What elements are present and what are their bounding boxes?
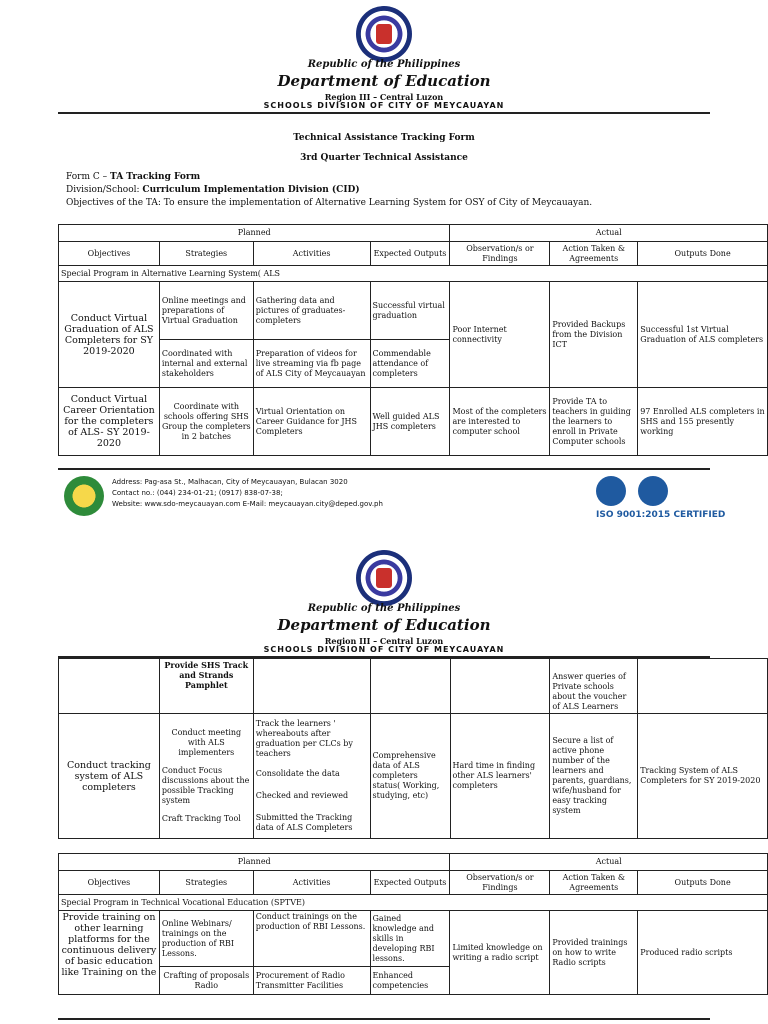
strategy-cell: Crafting of proposals Radio xyxy=(159,967,253,995)
footer-address: Address: Pag-asa St., Malhacan, City of Meycauayan, Bulacan 3020 xyxy=(112,478,348,486)
output-done-cell: 97 Enrolled ALS completers in SHS and 155 presently working xyxy=(638,388,768,456)
expected-outputs-header: Expected Outputs xyxy=(370,871,450,895)
strategy-cell: Online meetings and preparations of Virtual Graduation xyxy=(159,282,253,340)
form-title: Technical Assistance Tracking Form xyxy=(293,133,475,143)
action-taken-header: Action Taken & Agreements xyxy=(550,871,638,895)
division-logo-icon xyxy=(64,476,104,516)
planned-header: Planned xyxy=(59,854,450,871)
strategy-cell: Coordinate with schools offering SHS Group the completers in 2 batches xyxy=(159,388,253,456)
division-value: Curriculum Implementation Division (CID) xyxy=(142,185,360,195)
deped-seal-icon xyxy=(356,550,412,606)
footer-rule xyxy=(58,468,710,470)
department-heading: Department of Education xyxy=(277,72,491,90)
header-rule xyxy=(58,112,710,114)
action-cell: Answer queries of Private schools about the voucher of ALS Learners xyxy=(550,659,638,714)
strategy-item: Conduct meeting with ALS implementers xyxy=(171,728,242,757)
deped-seal-icon xyxy=(356,6,412,62)
expected-output-cell xyxy=(370,659,450,714)
form-name: TA Tracking Form xyxy=(109,172,201,182)
activity-item: Track the learners ' whereabouts after graduation per CLCs by teachers xyxy=(255,719,353,758)
action-taken-header: Action Taken & Agreements xyxy=(550,242,638,266)
strategy-item: Craft Tracking Tool xyxy=(161,814,241,823)
activity-cell: Virtual Orientation on Career Guidance for JHS Completers xyxy=(253,388,370,456)
output-done-cell xyxy=(638,659,768,714)
ta-table-2 xyxy=(58,853,768,995)
action-cell: Provided Backups from the Division ICT xyxy=(550,282,638,388)
activity-item: Checked and reviewed xyxy=(255,791,349,800)
expected-output-cell: Comprehensive data of ALS completers status( Working, studying, etc) xyxy=(370,714,450,839)
objectives-line: Objectives of the TA: To ensure the implementation of Alternative Learning System for OSY of City of Meycauayan. xyxy=(66,198,593,208)
program-row: Special Program in Technical Vocational Education (SPTVE) xyxy=(59,895,768,911)
activity-cell xyxy=(253,659,370,714)
division-heading: SCHOOLS DIVISION OF CITY OF MEYCAUAYAN xyxy=(263,101,505,110)
expected-output-cell: Successful virtual graduation xyxy=(370,282,450,340)
ta-table-1 xyxy=(58,224,768,456)
activity-cell: Gathering data and pictures of graduates-completers xyxy=(253,282,370,340)
division-line xyxy=(66,185,360,196)
strategy-cell xyxy=(159,714,253,839)
observation-cell: Poor Internet connectivity xyxy=(450,282,550,388)
tuv-badge-icon xyxy=(638,476,668,506)
form-quarter: 3rd Quarter Technical Assistance xyxy=(300,153,468,163)
strategies-header: Strategies xyxy=(159,242,253,266)
activity-item: Submitted the Tracking data of ALS Completers xyxy=(255,813,353,832)
footer-website: Website: www.sdo-meycauayan.com E-Mail: meycauayan.city@deped.gov.ph xyxy=(112,500,383,508)
activities-header: Activities xyxy=(253,242,370,266)
republic-heading: Republic of the Philippines xyxy=(307,59,461,70)
expected-output-cell: Commendable attendance of completers xyxy=(370,340,450,388)
division-label: Division/School: xyxy=(66,185,143,195)
activity-cell: Preparation of videos for live streaming via fb page of ALS City of Meycauayan xyxy=(253,340,370,388)
action-cell: Secure a list of active phone number of the learners and parents, guardians, wife/husband for easy tracking system xyxy=(550,714,638,839)
footer-rule xyxy=(58,1018,710,1020)
strategy-cell: Online Webinars/ trainings on the production of RBI Lessons. xyxy=(159,911,253,967)
expected-output-cell: Gained knowledge and skills in developing RBI lessons. xyxy=(370,911,450,967)
expected-output-cell: Enhanced competencies xyxy=(370,967,450,995)
activities-header: Activities xyxy=(253,871,370,895)
expected-output-cell: Well guided ALS JHS completers xyxy=(370,388,450,456)
page-2 xyxy=(0,540,768,1024)
expected-outputs-header: Expected Outputs xyxy=(370,242,450,266)
objectives-header: Objectives xyxy=(59,242,160,266)
objective-cell: Provide training on other learning platforms for the continuous delivery of basic education like Training on the xyxy=(59,911,160,995)
strategies-header: Strategies xyxy=(159,871,253,895)
output-done-cell: Tracking System of ALS Completers for SY 2019-2020 xyxy=(638,714,768,839)
objective-cell: Conduct tracking system of ALS completers xyxy=(59,714,160,839)
division-heading: SCHOOLS DIVISION OF CITY OF MEYCAUAYAN xyxy=(263,645,505,654)
program-row: Special Program in Alternative Learning System( ALS xyxy=(59,266,768,282)
activity-cell: Conduct trainings on the production of RBI Lessons. xyxy=(253,911,370,967)
region-heading: Region III – Central Luzon xyxy=(324,636,444,646)
objectives-header: Objectives xyxy=(59,871,160,895)
action-cell: Provide TA to teachers in guiding the learners to enroll in Private Computer schools xyxy=(550,388,638,456)
iso-badge-icon xyxy=(596,476,626,506)
objective-cell: Conduct Virtual Career Orientation for the completers of ALS- SY 2019-2020 xyxy=(59,388,160,456)
strategy-item: Conduct Focus discussions about the possible Tracking system xyxy=(161,766,250,805)
output-done-cell: Produced radio scripts xyxy=(638,911,768,995)
outputs-done-header: Outputs Done xyxy=(638,871,768,895)
activity-cell: Procurement of Radio Transmitter Facilities xyxy=(253,967,370,995)
iso-certified-text: ISO 9001:2015 CERTIFIED xyxy=(596,510,726,520)
observation-cell: Hard time in finding other ALS learners' completers xyxy=(450,714,550,839)
objective-cell: Conduct Virtual Graduation of ALS Completers for SY 2019-2020 xyxy=(59,282,160,388)
form-prefix: Form C – xyxy=(66,172,110,182)
observation-cell: Limited knowledge on writing a radio script xyxy=(450,911,550,995)
observation-cell: Most of the completers are interested to computer school xyxy=(450,388,550,456)
department-heading: Department of Education xyxy=(277,616,491,634)
strategy-cell: Coordinated with internal and external stakeholders xyxy=(159,340,253,388)
footer-contact: Contact no.: (044) 234-01-21; (0917) 838-07-38; xyxy=(112,489,283,497)
observations-header: Observation/s or Findings xyxy=(450,871,550,895)
form-name-line xyxy=(66,172,200,183)
observations-header: Observation/s or Findings xyxy=(450,242,550,266)
strategy-cell: Provide SHS Track and Strands Pamphlet xyxy=(159,659,253,714)
objective-cell xyxy=(59,659,160,714)
actual-header: Actual xyxy=(450,854,768,871)
certification xyxy=(596,476,680,510)
activity-item: Consolidate the data xyxy=(255,769,340,778)
output-done-cell: Successful 1st Virtual Graduation of ALS completers xyxy=(638,282,768,388)
ta-table-continued xyxy=(58,658,768,839)
outputs-done-header: Outputs Done xyxy=(638,242,768,266)
observation-cell xyxy=(450,659,550,714)
region-heading: Region III – Central Luzon xyxy=(324,92,444,102)
actual-header: Actual xyxy=(450,225,768,242)
republic-heading: Republic of the Philippines xyxy=(307,603,461,614)
action-cell: Provided trainings on how to write Radio scripts xyxy=(550,911,638,995)
activity-cell xyxy=(253,714,370,839)
planned-header: Planned xyxy=(59,225,450,242)
